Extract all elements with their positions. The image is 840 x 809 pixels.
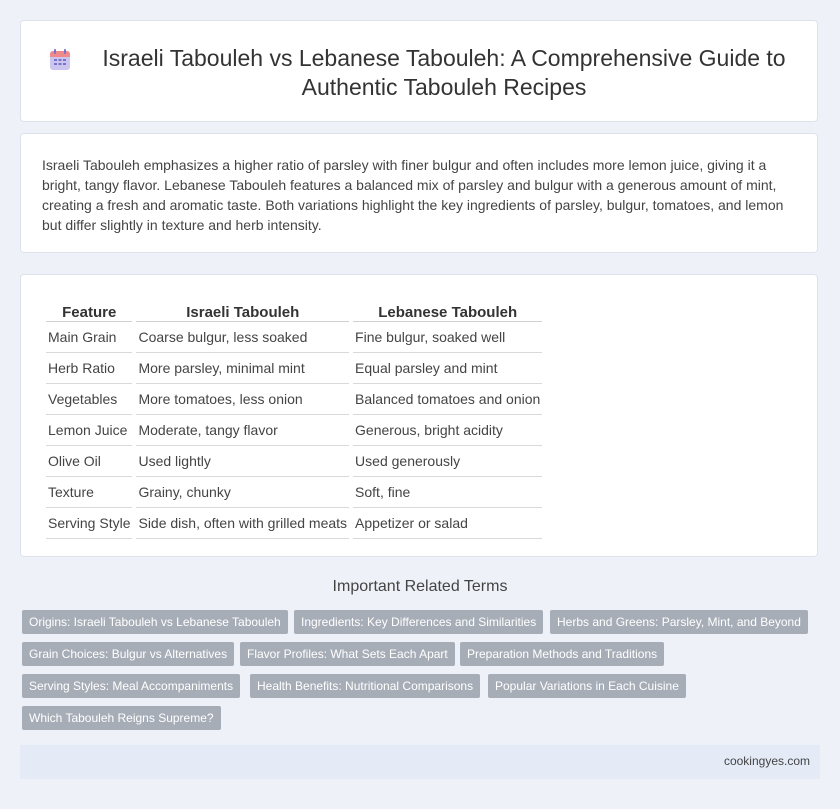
table-cell: Moderate, tangy flavor [136,415,349,446]
table-cell: Side dish, often with grilled meats [136,508,349,539]
table-row [46,415,542,446]
table-cell: Used generously [353,446,542,477]
related-term-tag[interactable]: Serving Styles: Meal Accompaniments [22,674,240,698]
related-term-tag[interactable]: Origins: Israeli Tabouleh vs Lebanese Tabouleh [22,610,288,634]
related-term-tag[interactable]: Ingredients: Key Differences and Similarities [294,610,543,634]
related-terms-heading: Important Related Terms [332,578,508,595]
table-cell: Grainy, chunky [136,477,349,508]
intro-paragraph: Israeli Tabouleh emphasizes a higher ratio of parsley with finer bulgur and often includes more lemon juice, giving it a bright, tangy flavor. Lebanese Tabouleh features a balanced mix of parsley and bulgur with a generous amount of mint, creating a fresh and aromatic taste. Both variations highlight the key ingredients of parsley, bulgur, tomatoes, and lemon but differ slightly in texture and herb intensity. [42,157,784,233]
table-cell: Appetizer or salad [353,508,542,539]
column-header: Feature [46,293,132,322]
table-cell: Soft, fine [353,477,542,508]
page-title: Israeli Tabouleh vs Lebanese Tabouleh: A Comprehensive Guide to Authentic Tabouleh Recipes [102,45,786,100]
column-header: Lebanese Tabouleh [353,293,542,322]
table-cell: Herb Ratio [46,353,132,384]
table-cell: Equal parsley and mint [353,353,542,384]
table-cell: Coarse bulgur, less soaked [136,322,349,353]
calendar-icon [48,48,72,72]
table-cell: Fine bulgur, soaked well [353,322,542,353]
table-cell: Texture [46,477,132,508]
table-cell: Used lightly [136,446,349,477]
source-label: cookingyes.com [723,754,810,768]
table-cell: Olive Oil [46,446,132,477]
comparison-card [20,274,818,557]
table-cell: More parsley, minimal mint [136,353,349,384]
related-term-tag[interactable]: Herbs and Greens: Parsley, Mint, and Beyond [550,610,808,634]
table-row [46,384,542,415]
related-term-tag[interactable]: Preparation Methods and Traditions [460,642,664,666]
intro-card [20,133,818,253]
table-row [46,353,542,384]
title-card [20,20,818,122]
table-cell: Main Grain [46,322,132,353]
table-row [46,508,542,539]
comparison-table [42,293,546,539]
related-term-tag[interactable]: Which Tabouleh Reigns Supreme? [22,706,221,730]
related-term-tag[interactable]: Health Benefits: Nutritional Comparisons [250,674,480,698]
related-term-tag[interactable]: Grain Choices: Bulgur vs Alternatives [22,642,234,666]
table-cell: Lemon Juice [46,415,132,446]
table-row [46,446,542,477]
related-term-tag[interactable]: Flavor Profiles: What Sets Each Apart [240,642,455,666]
related-term-tag[interactable]: Popular Variations in Each Cuisine [488,674,686,698]
column-header: Israeli Tabouleh [136,293,349,322]
table-cell: Serving Style [46,508,132,539]
footer [20,745,820,779]
table-cell: More tomatoes, less onion [136,384,349,415]
table-cell: Vegetables [46,384,132,415]
table-cell: Balanced tomatoes and onion [353,384,542,415]
table-row [46,477,542,508]
table-header-row [46,293,542,322]
table-cell: Generous, bright acidity [353,415,542,446]
table-row [46,322,542,353]
